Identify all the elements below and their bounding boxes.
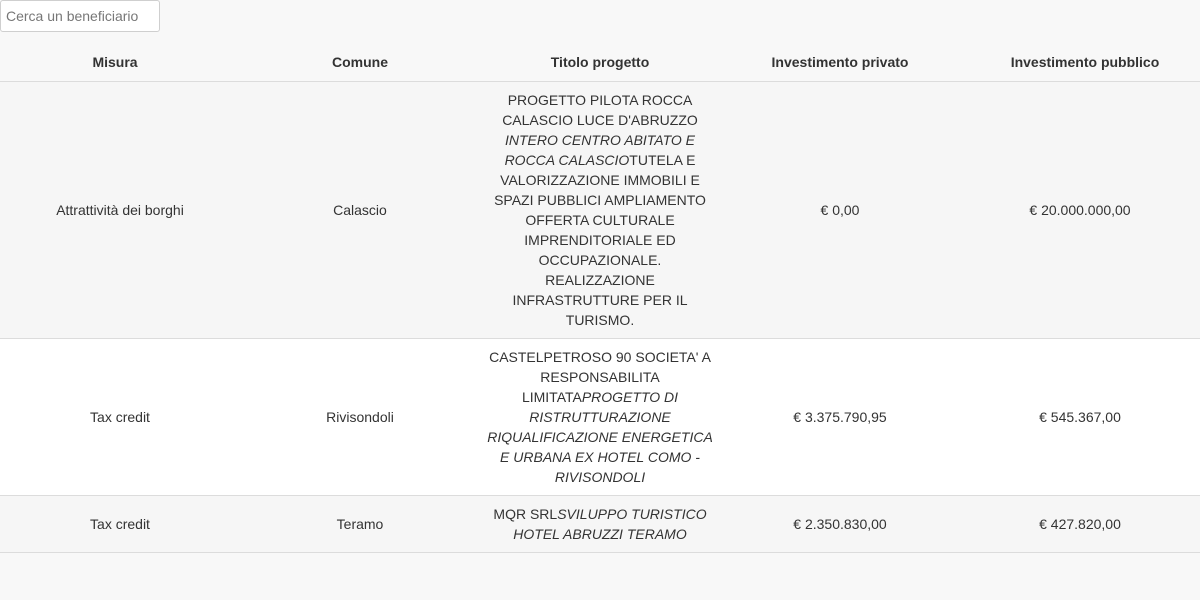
cell-misura: Tax credit [0, 496, 240, 553]
project-title [484, 504, 716, 544]
project-beneficiary: MQR SRL [493, 506, 558, 522]
project-description: TUTELA E VALORIZZAZIONE IMMOBILI E SPAZI PUBBLICI AMPLIAMENTO OFFERTA CULTURALE IMPRENDITORIALE ED OCCUPAZIONALE. REALIZZAZIONE INFRASTRUTTURE PER IL TURISMO. [494, 152, 706, 328]
search-input[interactable] [0, 0, 160, 32]
project-intervention: PROGETTO DI RISTRUTTURAZIONE RIQUALIFICAZIONE ENERGETICA E URBANA EX HOTEL COMO - RIVISONDOLI [487, 389, 713, 485]
column-header-titolo-progetto[interactable]: Titolo progetto [480, 42, 720, 82]
cell-titolo-progetto [480, 496, 720, 553]
cell-titolo-progetto [480, 339, 720, 496]
beneficiari-table [0, 42, 1200, 553]
cell-misura: Attrattività dei borghi [0, 82, 240, 339]
cell-comune: Calascio [240, 82, 480, 339]
table-header-row [0, 42, 1200, 82]
search-bar [0, 0, 1200, 36]
column-header-investimento-privato[interactable]: Investimento privato [720, 42, 960, 82]
project-beneficiary: PROGETTO PILOTA ROCCA CALASCIO LUCE D'ABRUZZO [502, 92, 698, 128]
cell-investimento-pubblico: € 427.820,00 [960, 496, 1200, 553]
cell-comune: Teramo [240, 496, 480, 553]
project-title [484, 90, 716, 330]
table-row[interactable] [0, 496, 1200, 553]
project-intervention: SVILUPPO TURISTICO HOTEL ABRUZZI TERAMO [513, 506, 707, 542]
cell-misura: Tax credit [0, 339, 240, 496]
column-header-investimento-pubblico[interactable]: Investimento pubblico [960, 42, 1200, 82]
cell-investimento-privato: € 0,00 [720, 82, 960, 339]
cell-investimento-pubblico: € 545.367,00 [960, 339, 1200, 496]
table-row[interactable] [0, 82, 1200, 339]
project-beneficiary: CASTELPETROSO 90 SOCIETA' A RESPONSABILITA LIMITATA [489, 349, 711, 405]
cell-comune: Rivisondoli [240, 339, 480, 496]
project-intervention: INTERO CENTRO ABITATO E ROCCA CALASCIO [504, 132, 696, 168]
cell-investimento-pubblico: € 20.000.000,00 [960, 82, 1200, 339]
project-title [484, 347, 716, 487]
column-header-comune[interactable]: Comune [240, 42, 480, 82]
cell-investimento-privato: € 2.350.830,00 [720, 496, 960, 553]
column-header-misura[interactable]: Misura [0, 42, 240, 82]
table-row[interactable] [0, 339, 1200, 496]
cell-investimento-privato: € 3.375.790,95 [720, 339, 960, 496]
cell-titolo-progetto [480, 82, 720, 339]
